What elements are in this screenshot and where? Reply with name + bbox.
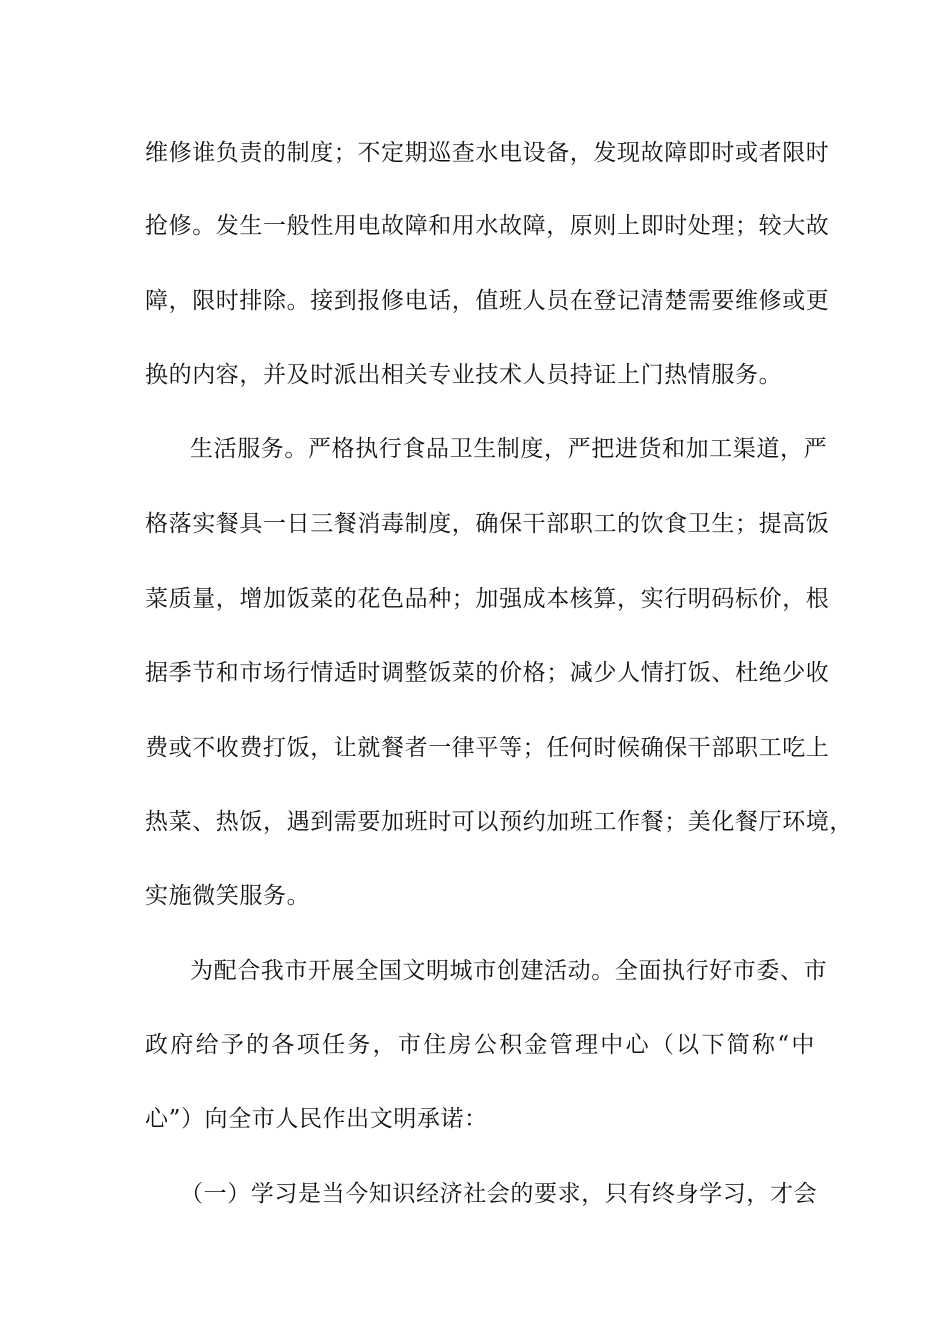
- paragraph-line: （一）学习是当今知识经济社会的要求，只有终身学习，才会: [180, 1181, 818, 1207]
- paragraph-line: 心”）向全市人民作出文明承诺：: [145, 1106, 488, 1132]
- paragraph-line: 抢修。发生一般性用电故障和用水故障，原则上即时处理；较大故: [145, 213, 830, 239]
- paragraph-line: 生活服务。严格执行食品卫生制度，严把进货和加工渠道，严: [190, 436, 828, 462]
- paragraph-line: 菜质量，增加饭菜的花色品种；加强成本核算，实行明码标价，根: [145, 586, 830, 612]
- paragraph-line: 费或不收费打饭，让就餐者一律平等；任何时候确保干部职工吃上: [145, 735, 830, 761]
- paragraph-line: 格落实餐具一日三餐消毒制度，确保干部职工的饮食卫生；提高饭: [145, 511, 830, 537]
- paragraph-line: 障，限时排除。接到报修电话，值班人员在登记清楚需要维修或更: [145, 288, 830, 314]
- paragraph-line: 为配合我市开展全国文明城市创建活动。全面执行好市委、市: [190, 958, 828, 984]
- paragraph-line: 实施微笑服务。: [145, 883, 311, 909]
- paragraph-line: 热菜、热饭，遇到需要加班时可以预约加班工作餐；美化餐厅环境，: [145, 809, 853, 835]
- paragraph-line: 维修谁负责的制度；不定期巡查水电设备，发现故障即时或者限时: [145, 140, 830, 166]
- paragraph-line: 政府给予的各项任务，市住房公积金管理中心（以下简称“中: [145, 1032, 815, 1058]
- paragraph-line: 据季节和市场行情适时调整饭菜的价格；减少人情打饭、杜绝少收: [145, 660, 830, 686]
- paragraph-line: 换的内容，并及时派出相关专业技术人员持证上门热情服务。: [145, 362, 783, 388]
